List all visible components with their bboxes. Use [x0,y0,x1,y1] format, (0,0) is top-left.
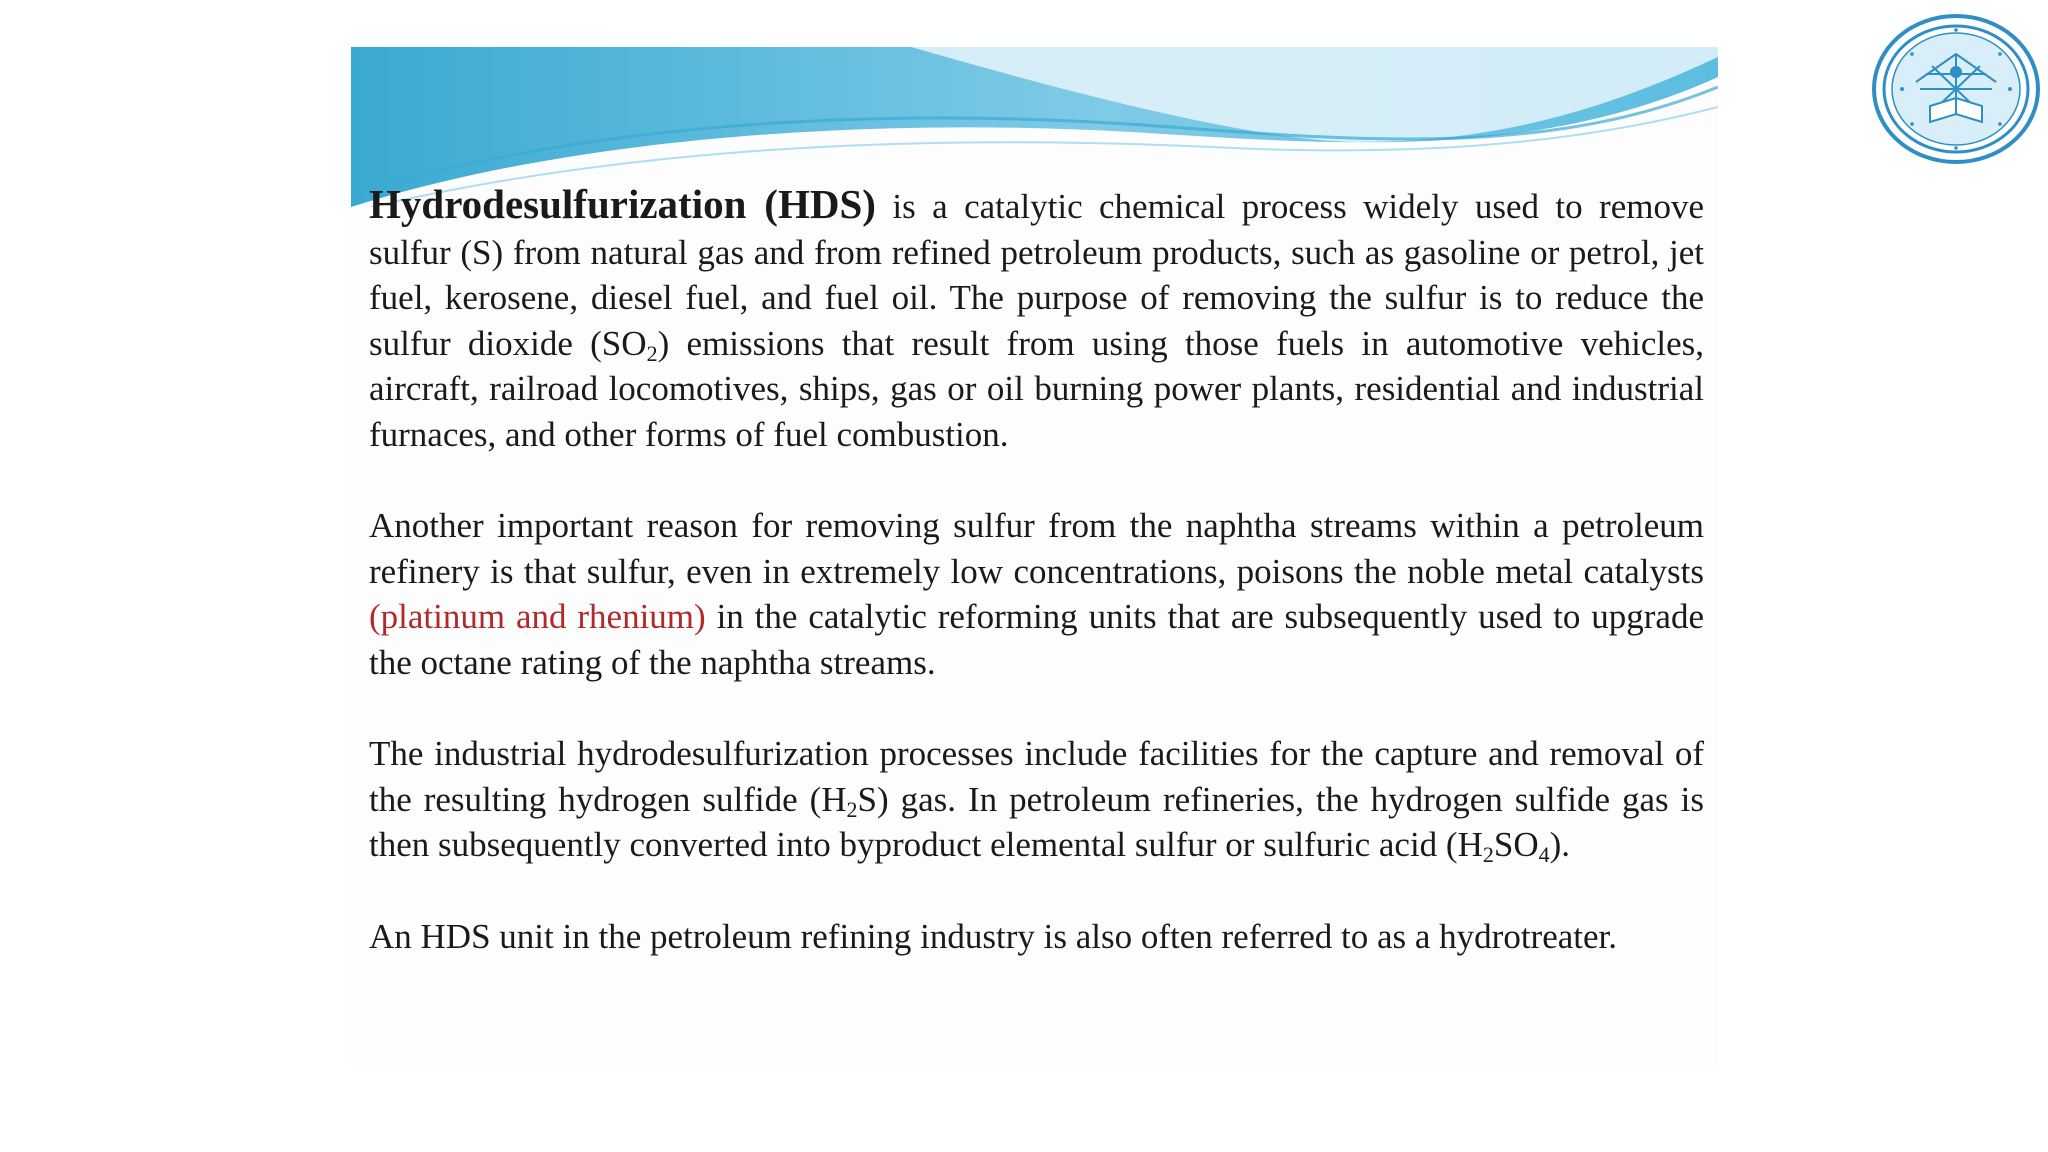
paragraph-hds-definition [369,182,1704,458]
p2-text-1: Another important reason for removing sulfur from the naphtha streams within a petroleum refinery is that sulfur, even in extremely low concentrations, poisons the noble metal catalysts [369,506,1704,591]
p3-text-2: S) gas. In petroleum refineries, the hydrogen sulfide gas is then subsequently converted into byproduct elemental sulfur or sulfuric acid (H [369,779,1704,865]
p3-subscript-h2: 2 [846,796,858,822]
paragraph-industrial [369,731,1704,868]
university-seal-icon [1872,14,2040,164]
slide [351,47,1718,1067]
p4-text-1: An HDS unit in the petroleum refining industry is also often referred to as a hydrotreater. [369,916,1618,956]
p3-text-1: The industrial hydrodesulfurization processes include facilities for the capture and removal of the resulting hydrogen sulfide (H [369,734,1704,819]
p3-text-3: SO [1493,825,1539,865]
catalyst-highlight: (platinum and rhenium) [369,597,706,637]
p1-text-2: ) emissions that result from using those fuels in automotive vehicles, aircraft, railroad locomotives, ships, gas or oil burning power plants, residential and industrial furnaces, and other forms of fuel combustion. [369,323,1704,454]
p3-subscript-o4: 4 [1538,842,1550,868]
paragraph-naphtha [369,503,1704,685]
p3-text-4: ). [1549,825,1571,865]
paragraph-hydrotreater [369,914,1704,960]
slide-body [369,182,1704,959]
hds-term: Hydrodesulfurization (HDS) [369,181,876,227]
p1-subscript-so2: 2 [646,340,658,366]
p2-text-2: in the catalytic reforming units that are subsequently used to upgrade the octane rating of the naphtha streams. [369,597,1704,682]
p1-text-1: is a catalytic chemical process widely used to remove sulfur (S) from natural gas and from refined petroleum products, such as gasoline or petrol, jet fuel, kerosene, diesel fuel, and fuel oil. The purpose of removing the sulfur is to reduce the sulfur dioxide (SO [369,187,1704,363]
p3-subscript-h2-acid: 2 [1482,842,1494,868]
